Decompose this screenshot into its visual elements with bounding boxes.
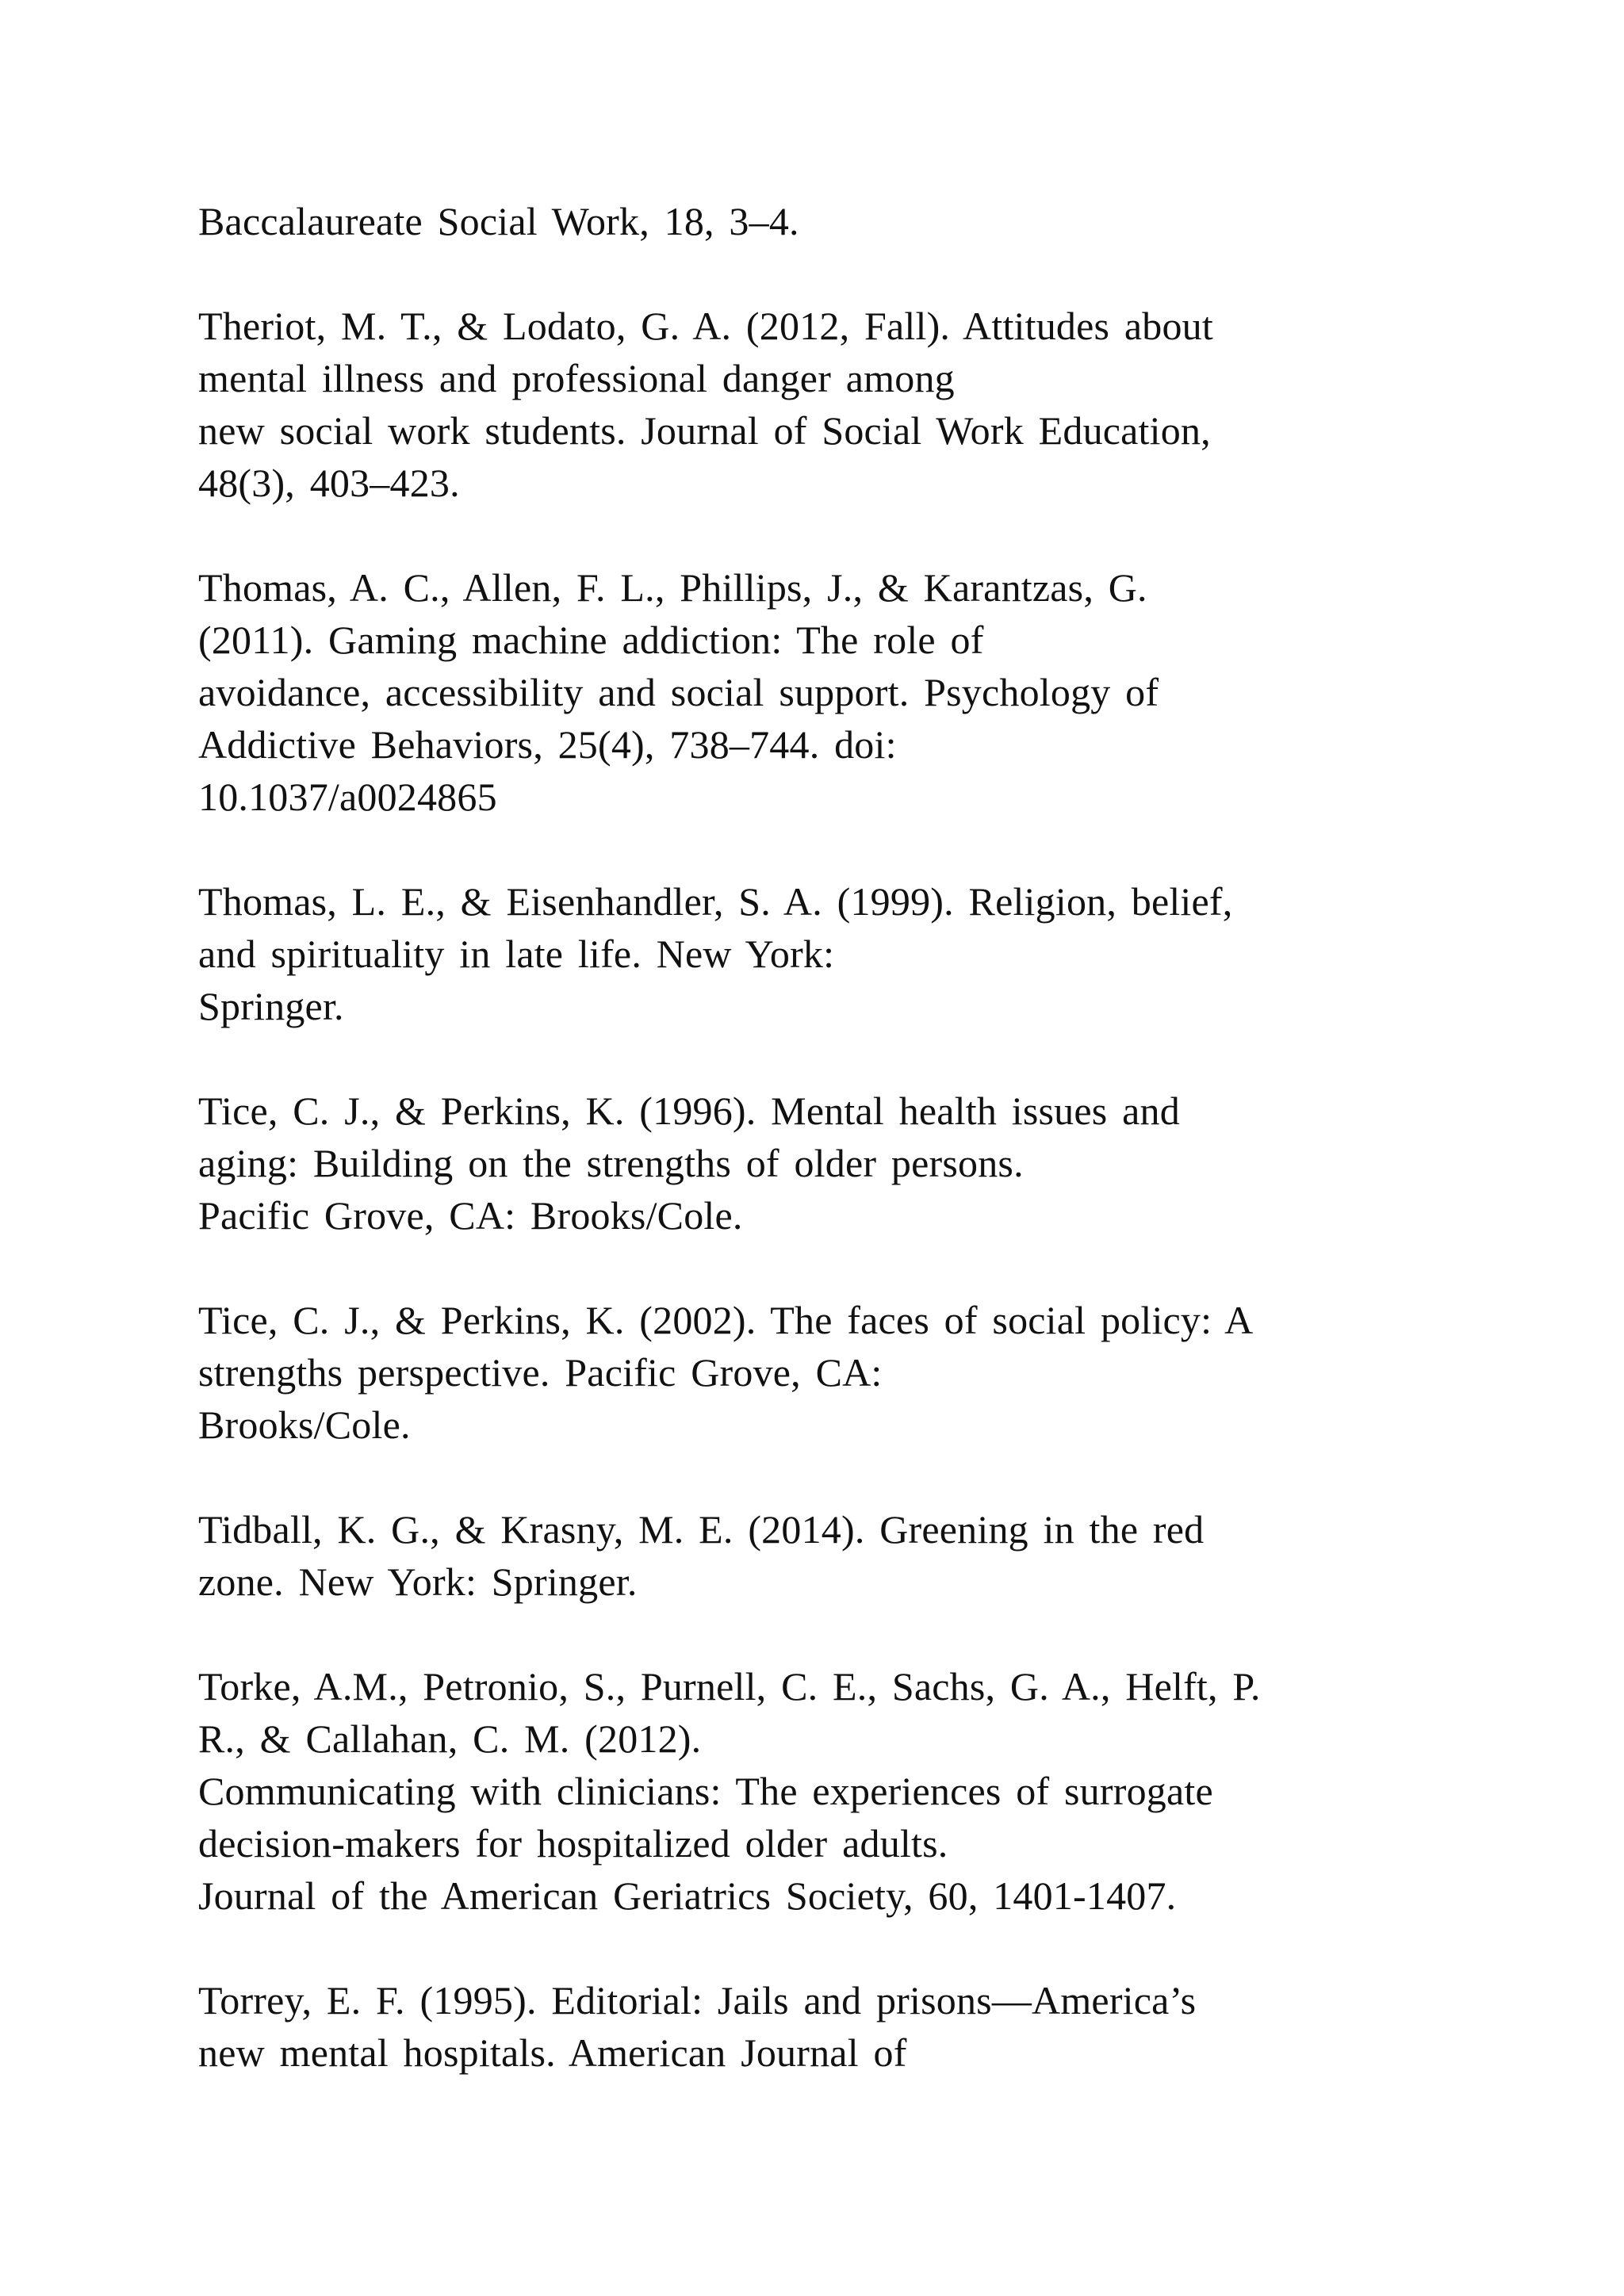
reference-line: Addictive Behaviors, 25(4), 738–744. doi: — [198, 722, 897, 767]
reference-line: Thomas, L. E., & Eisenhandler, S. A. (1999). Religion, belief, — [198, 879, 1233, 924]
reference-line: Theriot, M. T., & Lodato, G. A. (2012, Fall). Attitudes about — [198, 304, 1213, 348]
reference-line: Tice, C. J., & Perkins, K. (1996). Mental health issues and — [198, 1089, 1180, 1133]
reference-line: Tidball, K. G., & Krasny, M. E. (2014). Greening in the red — [198, 1507, 1205, 1552]
reference-line: mental illness and professional danger among — [198, 356, 955, 400]
reference-line: Torke, A.M., Petronio, S., Purnell, C. E., Sachs, G. A., Helft, P. — [198, 1664, 1261, 1709]
reference-line: (2011). Gaming machine addiction: The role of — [198, 618, 984, 662]
reference-line: Baccalaureate Social Work, 18, 3–4. — [198, 199, 799, 243]
reference-line: zone. New York: Springer. — [198, 1559, 638, 1604]
reference-entry — [198, 1974, 1483, 2079]
reference-entry — [198, 300, 1483, 509]
reference-line: Thomas, A. C., Allen, F. L., Phillips, J., & Karantzas, G. — [198, 565, 1147, 610]
reference-line: Torrey, E. F. (1995). Editorial: Jails and prisons—America’s — [198, 1978, 1197, 2022]
reference-entry — [198, 1660, 1483, 1922]
reference-line: 48(3), 403–423. — [198, 461, 460, 505]
reference-entry — [198, 875, 1483, 1032]
reference-list — [198, 195, 1483, 2131]
reference-line: Journal of the American Geriatrics Society, 60, 1401-1407. — [198, 1873, 1177, 1918]
reference-line: Communicating with clinicians: The experiences of surrogate — [198, 1769, 1213, 1813]
reference-line: Springer. — [198, 984, 344, 1028]
reference-line: new social work students. Journal of Social Work Education, — [198, 408, 1211, 453]
reference-line: strengths perspective. Pacific Grove, CA: — [198, 1350, 883, 1395]
reference-line: Brooks/Cole. — [198, 1402, 411, 1447]
reference-entry — [198, 195, 1483, 247]
reference-entry — [198, 1085, 1483, 1242]
reference-line: and spirituality in late life. New York: — [198, 932, 835, 976]
reference-line: R., & Callahan, C. M. (2012). — [198, 1716, 702, 1761]
reference-entry — [198, 561, 1483, 823]
reference-line: new mental hospitals. American Journal of — [198, 2030, 907, 2075]
reference-line: 10.1037/a0024865 — [198, 775, 497, 819]
reference-line: decision-makers for hospitalized older adults. — [198, 1821, 948, 1866]
reference-line: Pacific Grove, CA: Brooks/Cole. — [198, 1193, 743, 1238]
reference-line: avoidance, accessibility and social support. Psychology of — [198, 670, 1159, 714]
reference-line: Tice, C. J., & Perkins, K. (2002). The faces of social policy: A — [198, 1298, 1254, 1342]
reference-line: aging: Building on the strengths of older persons. — [198, 1141, 1024, 1185]
reference-entry — [198, 1503, 1483, 1608]
reference-entry — [198, 1294, 1483, 1451]
